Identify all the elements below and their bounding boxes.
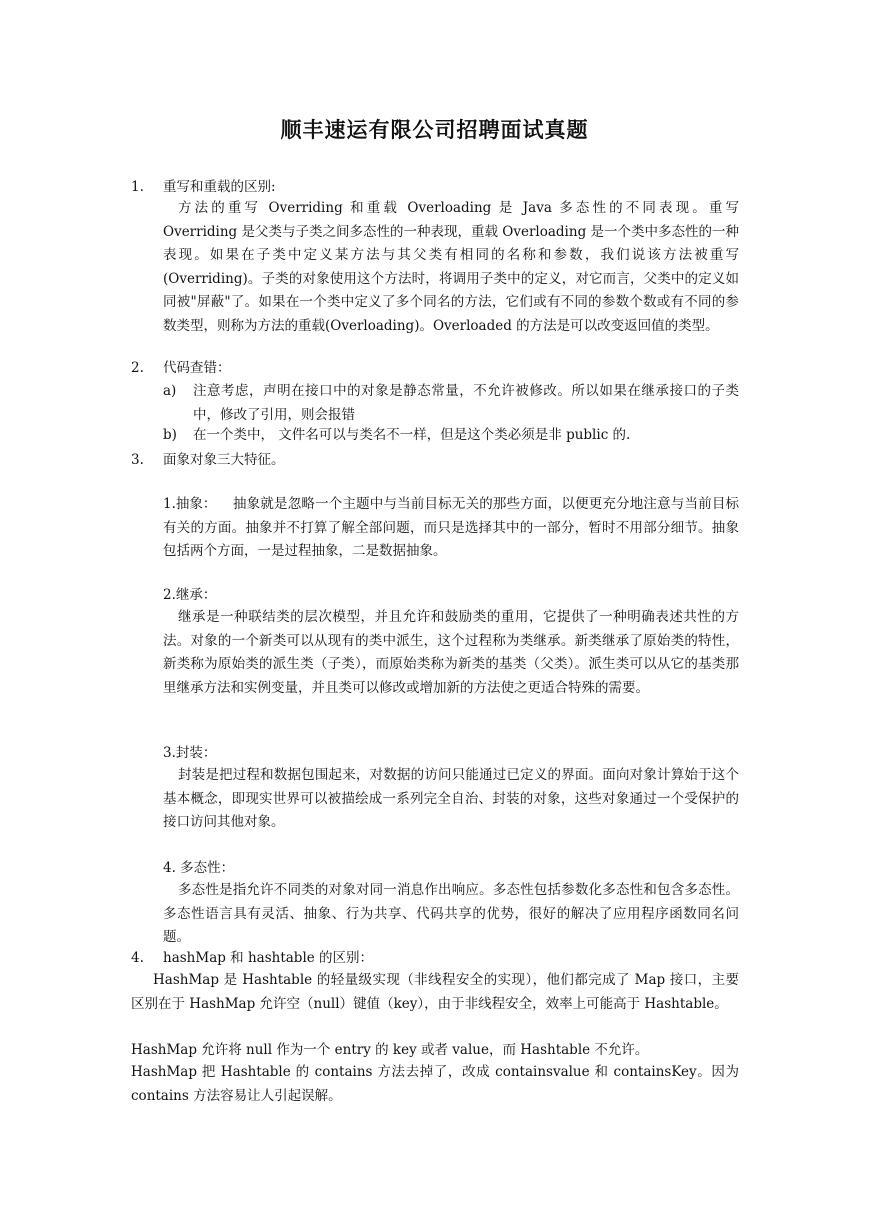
q2-b-text: 在一个类中， 文件名可以与类名不一样，但是这个类必须是非 public 的.	[193, 427, 631, 443]
q3-abstraction-text: 抽象就是忽略一个主题中与当前目标无关的那些方面，以便更充分地注意与当前目标有关的方面。抽象并不打算了解全部问题，而只是选择其中的一部分，暂时不用部分细节。抽象包括两个方面，一是过程抽象，二是数据抽象。	[163, 496, 739, 559]
q3-inheritance-label: 2.继承：	[163, 587, 217, 603]
q3-heading: 面象对象三大特征。	[163, 452, 285, 468]
q4-paragraph-2: HashMap 允许将 null 作为一个 entry 的 key 或者 value，而 Hashtable 不允许。	[131, 1042, 649, 1058]
q1-body: 方法的重写 Overriding 和重载 Overloading 是 Java 多态性的不同表现。重写 Overriding 是父类与子类之间多态性的一种表现，重载 Overloading 是一个类中多态性的一种表现。如果在子类中定义某方法与其父类有相同的名称和参数，我们说该方法被重写 (Overriding)。子类的对象使用这个方法时，将调用子类中的定义，对它而言，父类中的定义如同被"屏蔽"了。如果在一个类中定义了多个同名的方法，它们或有不同的参数个数或有不同的参数类型，则称为方法的重载(Overloading)。Overloaded 的方法是可以改变返回值的类型。	[163, 200, 740, 334]
q3-encapsulation-label: 3.封装：	[163, 745, 217, 761]
q4-paragraph-3: HashMap 把 Hashtable 的 contains 方法去掉了，改成 containsvalue 和 containsKey。因为 contains 方法容易让人引起误解。	[131, 1064, 739, 1104]
q2-number: 2.	[131, 360, 144, 376]
q3-inheritance-text: 继承是一种联结类的层次模型，并且允许和鼓励类的重用，它提供了一种明确表述共性的方法。对象的一个新类可以从现有的类中派生，这个过程称为类继承。新类继承了原始类的特性，新类称为原始类的派生类（子类），而原始类称为新类的基类（父类）。派生类可以从它的基类那里继承方法和实例变量，并且类可以修改或增加新的方法使之更适合特殊的需要。	[163, 609, 739, 696]
q1-heading: 重写和重载的区别:	[163, 179, 276, 195]
q1-number: 1.	[131, 179, 144, 195]
q3-number: 3.	[131, 452, 144, 468]
q2-b-label: b)	[163, 427, 177, 443]
q3-abstraction-label: 1.抽象：	[163, 496, 217, 512]
q2-a-label: a)	[163, 383, 177, 399]
page-title: 顺丰速运有限公司招聘面试真题	[280, 118, 589, 142]
q3-polymorphism-text: 多态性是指允许不同类的对象对同一消息作出响应。多态性包括参数化多态性和包含多态性。多态性语言具有灵活、抽象、行为共享、代码共享的优势，很好的解决了应用程序函数同名问题。	[163, 882, 739, 945]
q2-heading: 代码查错：	[163, 360, 231, 376]
q3-polymorphism-label: 4. 多态性：	[163, 860, 235, 876]
q4-number: 4.	[131, 950, 144, 966]
q2-a-text: 注意考虑，声明在接口中的对象是静态常量，不允许被修改。所以如果在继承接口的子类中，修改了引用，则会报错	[193, 383, 739, 423]
q3-encapsulation-text: 封装是把过程和数据包围起来，对数据的访问只能通过已定义的界面。面向对象计算始于这个基本概念，即现实世界可以被描绘成一系列完全自治、封装的对象，这些对象通过一个受保护的接口访问其他对象。	[163, 767, 739, 830]
q4-paragraph-1: HashMap 是 Hashtable 的轻量级实现（非线程安全的实现），他们都完成了 Map 接口，主要区别在于 HashMap 允许空（null）键值（key），由于非线程安全，效率上可能高于 Hashtable。	[131, 972, 739, 1012]
q4-heading: hashMap 和 hashtable 的区别：	[163, 950, 374, 966]
